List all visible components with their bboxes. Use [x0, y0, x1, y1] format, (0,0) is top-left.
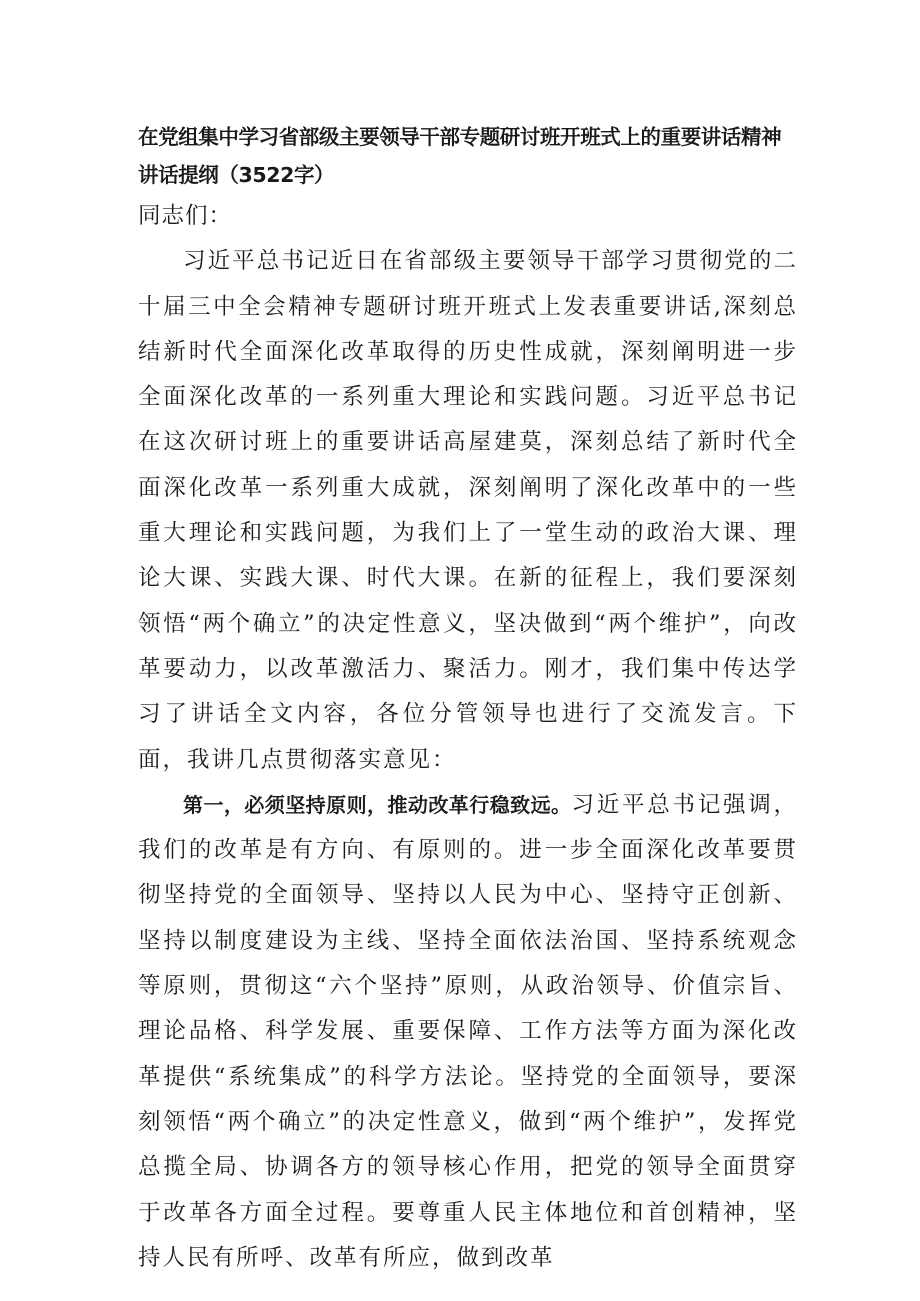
paragraph-intro [138, 239, 798, 783]
paragraph-point-one-text: 习近平总书记强调，我们的改革是有方向、有原则的。进一步全面深化改革要贯彻坚持党的全面领导、坚持以人民为中心、坚持守正创新、坚持以制度建设为主线、坚持全面依法治国、坚持系统观念等原则，贯彻这“六个坚持”原则，从政治领导、价值宗旨、理论品格、科学发展、重要保障、工作方法等方面为深化改革提供“系统集成”的科学方法论。坚持党的全面领导，要深刻领悟“两个确立”的决定性意义，做到“两个维护”，发挥党总揽全局、协调各方的领导核心作用，把党的领导全面贯穿于改革各方面全过程。要尊重人民主体地位和首创精神，坚持人民有所呼、改革有所应，做到改革 [138, 791, 798, 1271]
salutation: 同志们： [138, 203, 233, 229]
document-body [138, 194, 798, 1281]
document-title: 在党组集中学习省部级主要领导干部专题研讨班开班式上的重要讲话精神讲话提纲（3522字） [138, 125, 782, 187]
paragraph-intro-text: 习近平总书记近日在省部级主要领导干部学习贯彻党的二十届三中全会精神专题研讨班开班式上发表重要讲话,深刻总结新时代全面深化改革取得的历史性成就，深刻阐明进一步全面深化改革的一系列重大理论和实践问题。习近平总书记在这次研讨班上的重要讲话高屋建莫，深刻总结了新时代全面深化改革一系列重大成就，深刻阐明了深化改革中的一些重大理论和实践问题，为我们上了一堂生动的政治大课、理论大课、实践大课、时代大课。在新的征程上，我们要深刻领悟“两个确立”的决定性意义，坚决做到“两个维护”，向改革要动力，以改革激活力、聚活力。刚才，我们集中传达学习了讲话全文内容，各位分管领导也进行了交流发言。下面，我讲几点贯彻落实意见： [138, 248, 798, 773]
paragraph-point-one-lead: 第一，必须坚持原则，推动改革行稳致远。 [183, 792, 572, 817]
paragraph-point-one [138, 783, 798, 1281]
